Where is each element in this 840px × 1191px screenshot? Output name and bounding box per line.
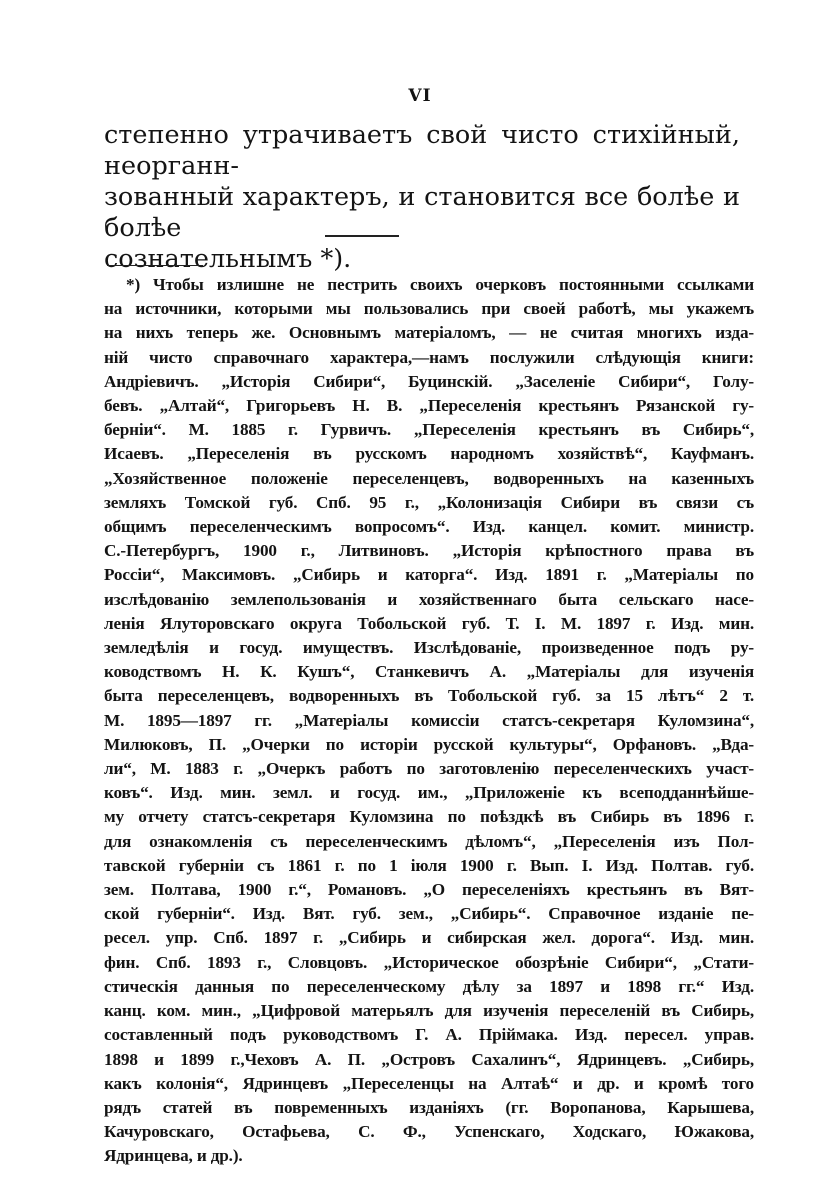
footnote-line: ній чисто справочнаго характера,—намъ послужили слѣдующія книги:	[104, 347, 754, 367]
footnote-line: стическія данныя по переселенческому дѣлу за 1897 и 1898 гг.“ Изд.	[104, 976, 754, 996]
main-paragraph	[104, 120, 740, 275]
footnote-line: ленія Ялуторовскаго округа Тобольской губ. Т. I. М. 1897 г. Изд. мин.	[104, 613, 754, 633]
footnote-line: Россіи“, Максимовъ. „Сибирь и каторга“. Изд. 1891 г. „Матеріалы по	[104, 565, 754, 585]
footnote-line: Ядринцева, и др.).	[104, 1146, 243, 1166]
footnote-line: составленный подъ руководствомъ Г. А. Пріймака. Изд. пересел. управ.	[104, 1025, 754, 1045]
footnote-line: Качуровскаго, Остафьева, С. Ф., Успенскаго, Ходскаго, Южакова,	[104, 1122, 754, 1142]
footnote-line: С.-Петербургъ, 1900 г., Литвиновъ. „Исторія крѣпостного права въ	[104, 541, 754, 561]
section-divider	[325, 235, 399, 237]
footnote-line: ли“, М. 1883 г. „Очеркъ работъ по заготовленію переселенческихъ участ-	[104, 759, 754, 779]
footnote-line: бевъ. „Алтай“, Григорьевъ Н. В. „Переселенія крестьянъ Рязанской гу-	[104, 396, 754, 416]
page-number: VI	[408, 86, 432, 106]
footnote-line: ковъ“. Изд. мин. земл. и госуд. им., „Приложеніе къ всеподданнѣйше-	[104, 783, 754, 803]
footnote-line: общимъ переселенческимъ вопросомъ“. Изд. канцел. комит. министр.	[104, 517, 754, 537]
footnote-line: ской губерніи“. Изд. Вят. губ. зем., „Сибирь“. Справочное изданіе пе-	[104, 904, 754, 924]
footnote-line: М. 1895—1897 гг. „Матеріалы комиссіи статсъ-секретаря Куломзина“,	[104, 710, 754, 730]
footnote-line: земляхъ Томской губ. Спб. 95 г., „Колонизація Сибири въ связи съ	[104, 492, 754, 512]
footnote-line: для ознакомленія съ переселенческимъ дѣломъ“, „Переселенія изъ Пол-	[104, 831, 754, 851]
footnote-line: фин. Спб. 1893 г., Словцовъ. „Историческое обозрѣніе Сибири“, „Стати-	[104, 952, 754, 972]
footnote-line: быта переселенцевъ, водворенныхъ въ Тобольской губ. за 15 лѣтъ“ 2 т.	[104, 686, 754, 706]
main-text-line: степенно утрачиваетъ свой чисто стихійный, неорганн-	[104, 120, 740, 181]
main-text-line: зованный характеръ, и становится все болѣе и болѣе	[104, 182, 740, 243]
footnote-line: канц. ком. мин., „Цифровой матерьялъ для изученія переселеній въ Сибирь,	[104, 1001, 754, 1021]
footnote-line: какъ колонія“, Ядринцевъ „Переселенцы на Алтаѣ“ и др. и кромѣ того	[104, 1073, 754, 1093]
footnote-line: берніи“. М. 1885 г. Гурвичъ. „Переселенія крестьянъ въ Сибирь“,	[104, 420, 754, 440]
footnote-line: тавской губерніи съ 1861 г. по 1 іюля 1900 г. Вып. I. Изд. Полтав. губ.	[104, 855, 754, 875]
footnote-line: 1898 и 1899 г.,Чеховъ А. П. „Островъ Сахалинъ“, Ядринцевъ. „Сибирь,	[104, 1049, 754, 1069]
footnote-divider	[107, 265, 203, 266]
footnote-line: „Хозяйственное положеніе переселенцевъ, водворенныхъ на казенныхъ	[104, 468, 754, 488]
footnote-line: Милюковъ, П. „Очерки по исторіи русской культуры“, Орфановъ. „Вда-	[104, 734, 754, 754]
footnote-line: земледѣлія и госуд. имуществъ. Изслѣдованіе, произведенное подъ ру-	[104, 638, 754, 658]
main-text-line: сознательнымъ *).	[104, 244, 352, 274]
footnote-line: ресел. упр. Спб. 1897 г. „Сибирь и сибирская жел. дорога“. Изд. мин.	[104, 928, 754, 948]
footnote-line: на нихъ теперь же. Основнымъ матеріаломъ, — не считая многихъ изда-	[104, 323, 754, 343]
footnote-line: рядъ статей въ повременныхъ изданіяхъ (гг. Воропанова, Карышева,	[104, 1097, 754, 1117]
footnote-line: Андріевичъ. „Исторія Сибири“, Буцинскій. „Заселеніе Сибири“, Голу-	[104, 371, 754, 391]
footnote-line: ководствомъ Н. К. Кушъ“, Станкевичъ А. „Матеріалы для изученія	[104, 662, 754, 682]
footnote-line: *) Чтобы излишне не пестрить своихъ очерковъ постоянными ссылками	[126, 275, 754, 294]
footnote-line: му отчету статсъ-секретаря Куломзина по поѣздкѣ въ Сибирь въ 1896 г.	[104, 807, 754, 827]
footnote-line: на источники, которыми мы пользовались при своей работѣ, мы укажемъ	[104, 299, 754, 319]
footnote	[104, 273, 754, 1169]
footnote-line: зем. Полтава, 1900 г.“, Романовъ. „О переселеніяхъ крестьянъ въ Вят-	[104, 880, 754, 900]
footnote-line: Исаевъ. „Переселенія въ русскомъ народномъ хозяйствѣ“, Кауфманъ.	[104, 444, 754, 464]
footnote-line: изслѣдованію землепользованія и хозяйственнаго быта сельскаго насе-	[104, 589, 754, 609]
